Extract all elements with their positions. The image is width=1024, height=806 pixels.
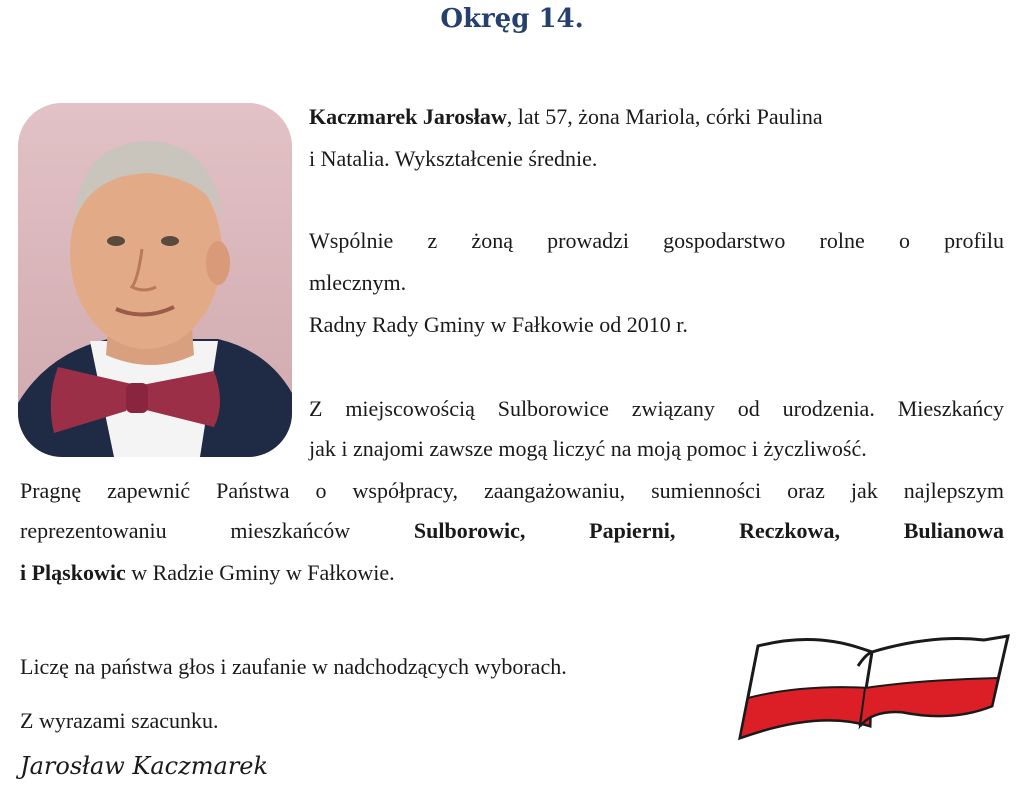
signature: Jarosław Kaczmarek [20, 752, 269, 780]
regards-line: Z wyrazami szacunku. [20, 708, 219, 733]
village-name: Papierni, [589, 518, 676, 543]
candidate-name: Kaczmarek Jarosław [309, 104, 507, 129]
promise-line-1: Pragnę zapewnić Państwa o współpracy, zaangażowaniu, sumienności oraz jak najlepszym [20, 478, 1004, 503]
voting-appeal: Liczę na państwa głos i zaufanie w nadchodzących wyborach. [20, 654, 567, 679]
council-line: Radny Rady Gminy w Fałkowie od 2010 r. [309, 312, 688, 337]
farm-line-2: mlecznym. [309, 270, 407, 295]
polish-flag-icon [722, 626, 1012, 754]
village-name: Bulianowa [903, 518, 1005, 543]
village-name: i Pląskowic [20, 560, 126, 585]
promise-line-2-text: reprezentowaniu mieszkańców [20, 518, 351, 543]
promise-line-2 [20, 510, 1004, 552]
intro-line-1 [309, 96, 823, 138]
village-line-1: Z miejscowością Sulborowice związany od urodzenia. Mieszkańcy [309, 396, 1004, 421]
promise-line-3-text: w Radzie Gminy w Fałkowie. [125, 560, 395, 585]
village-line-2: jak i znajomi zawsze mogą liczyć na moją pomoc i życzliwość. [309, 436, 867, 461]
promise-line-3 [20, 552, 395, 594]
page-title: Okręg 14. [440, 4, 584, 34]
intro-details: , lat 57, żona Mariola, córki Paulina [506, 104, 823, 129]
intro-line-2: i Natalia. Wykształcenie średnie. [309, 146, 598, 171]
village-name: Sulborowic, [413, 518, 526, 543]
farm-line-1: Wspólnie z żoną prowadzi gospodarstwo rolne o profilu [309, 228, 1004, 253]
village-name: Reczkowa, [739, 518, 840, 543]
candidate-photo [18, 103, 292, 457]
